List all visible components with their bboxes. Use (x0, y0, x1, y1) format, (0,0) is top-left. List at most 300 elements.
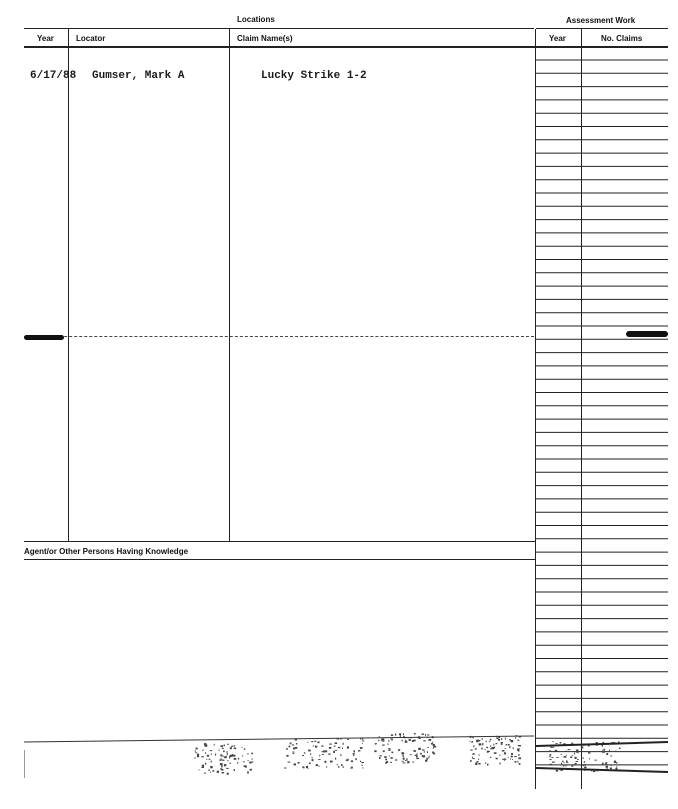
noise-speck (572, 765, 574, 767)
noise-speck (346, 760, 348, 761)
noise-speck (252, 758, 253, 759)
noise-speck (382, 738, 384, 740)
noise-speck (400, 735, 401, 737)
noise-speck (490, 749, 492, 750)
noise-speck (309, 763, 311, 765)
noise-speck (292, 752, 294, 753)
noise-speck (302, 755, 304, 756)
noise-speck (291, 742, 292, 743)
noise-speck (418, 748, 421, 750)
noise-speck (325, 750, 327, 752)
noise-speck (594, 760, 597, 761)
noise-speck (204, 743, 207, 745)
noise-speck (229, 763, 231, 764)
noise-speck (289, 746, 291, 748)
noise-speck (388, 749, 390, 751)
noise-speck (603, 749, 604, 750)
noise-speck (602, 745, 603, 747)
noise-speck (508, 757, 509, 758)
noise-speck (232, 754, 233, 756)
noise-speck (566, 761, 568, 763)
noise-speck (294, 747, 296, 749)
noise-speck (517, 740, 519, 741)
noise-speck (482, 743, 483, 745)
noise-speck (493, 744, 494, 746)
noise-speck (403, 762, 406, 763)
noise-speck (221, 769, 223, 770)
noise-speck (605, 763, 607, 765)
noise-speck (515, 737, 516, 739)
assessment-work-header: Assessment Work (566, 16, 636, 25)
noise-speck (584, 761, 585, 763)
noise-speck (517, 749, 519, 750)
noise-speck (413, 761, 414, 763)
noise-speck (307, 742, 308, 743)
noise-speck (496, 743, 498, 744)
fold-mark-right (626, 331, 668, 337)
noise-speck (415, 755, 418, 756)
noise-speck (551, 757, 553, 758)
noise-speck (425, 760, 427, 762)
noise-speck (241, 747, 242, 748)
noise-speck (334, 746, 336, 747)
noise-speck (473, 745, 474, 747)
noise-speck (353, 755, 354, 756)
noise-speck (402, 740, 403, 741)
noise-speck (494, 752, 497, 754)
noise-speck (358, 750, 360, 751)
noise-speck (561, 763, 562, 765)
noise-speck (577, 759, 579, 760)
noise-speck (251, 753, 253, 755)
noise-speck (293, 753, 295, 754)
locations-header: Locations (237, 15, 275, 24)
entry-locator: Gumser, Mark A (92, 70, 185, 82)
noise-speck (224, 756, 227, 758)
noise-speck (565, 765, 566, 767)
noise-speck (296, 743, 297, 745)
noise-speck (214, 744, 215, 746)
noise-speck (496, 738, 498, 739)
noise-speck (550, 747, 552, 748)
noise-speck (353, 753, 355, 754)
noise-speck (298, 762, 300, 764)
noise-speck (218, 750, 220, 751)
noise-speck (195, 752, 197, 753)
noise-speck (209, 759, 211, 760)
agent-section-header-rule (24, 559, 535, 560)
noise-speck (312, 759, 314, 761)
noise-speck (312, 757, 313, 759)
noise-speck (323, 750, 325, 752)
noise-speck (481, 748, 482, 750)
noise-speck (489, 741, 491, 742)
noise-speck (583, 757, 584, 759)
noise-speck (478, 763, 480, 765)
noise-speck (321, 746, 323, 747)
noise-speck (220, 745, 223, 747)
noise-speck (310, 753, 311, 755)
fold-mark-left (24, 335, 64, 340)
noise-speck (284, 767, 286, 768)
noise-speck (362, 743, 363, 744)
noise-speck (237, 762, 238, 763)
noise-speck (555, 750, 557, 752)
noise-speck (504, 752, 506, 754)
noise-speck (433, 753, 435, 755)
noise-speck (308, 750, 311, 752)
noise-speck (247, 753, 248, 754)
noise-speck (211, 754, 212, 755)
noise-speck (610, 768, 612, 770)
noise-speck (494, 747, 496, 749)
noise-speck (583, 764, 585, 766)
noise-speck (388, 748, 391, 749)
noise-speck (295, 747, 297, 749)
noise-speck (406, 758, 407, 760)
noise-speck (506, 744, 508, 745)
noise-speck (210, 772, 211, 773)
noise-speck (485, 763, 486, 764)
assessment-ruled-lines (535, 48, 668, 778)
noise-speck (426, 758, 428, 760)
noise-speck (205, 752, 206, 754)
locator-column-header: Locator (76, 34, 106, 43)
noise-speck (475, 763, 477, 765)
noise-speck (552, 762, 555, 763)
noise-speck (556, 757, 559, 758)
noise-speck (433, 747, 434, 749)
noise-speck (388, 740, 390, 741)
noise-speck (509, 746, 510, 748)
noise-speck (518, 754, 520, 755)
noise-speck (511, 740, 514, 742)
noise-speck (227, 760, 228, 761)
noise-speck (576, 752, 577, 754)
noise-speck (314, 741, 316, 742)
noise-speck (292, 744, 294, 745)
noise-speck (249, 762, 251, 764)
noise-speck (343, 766, 344, 768)
noise-speck (508, 744, 510, 746)
noise-speck (338, 766, 339, 768)
noise-speck (226, 768, 229, 769)
noise-speck (549, 754, 551, 756)
noise-speck (482, 738, 483, 740)
noise-speck (378, 740, 379, 742)
noise-speck (501, 743, 503, 745)
noise-speck (311, 741, 313, 742)
noise-speck (220, 754, 222, 756)
noise-speck (615, 751, 616, 752)
noise-speck (233, 745, 235, 746)
noise-speck (422, 749, 425, 750)
noise-speck (566, 755, 567, 756)
noise-speck (319, 755, 320, 757)
noise-speck (204, 773, 206, 774)
noise-speck (238, 758, 239, 760)
locator-claim-divider (229, 29, 230, 541)
noise-speck (391, 752, 393, 754)
noise-speck (360, 747, 363, 749)
noise-speck (304, 753, 305, 754)
noise-speck (486, 747, 488, 748)
noise-speck (199, 769, 200, 770)
noise-speck (248, 760, 249, 761)
noise-speck (565, 751, 566, 752)
noise-speck (341, 764, 343, 766)
noise-speck (210, 750, 212, 751)
top-rule-locations (24, 28, 534, 29)
noise-speck (362, 741, 365, 742)
noise-speck (202, 767, 205, 768)
noise-speck (616, 762, 617, 764)
noise-speck (562, 761, 563, 762)
noise-speck (362, 768, 363, 769)
noise-speck (505, 738, 506, 740)
noise-speck (405, 760, 408, 761)
noise-speck (286, 755, 288, 757)
noise-speck (362, 765, 363, 766)
noise-speck (302, 766, 304, 767)
noise-speck (389, 756, 390, 757)
noise-speck (589, 758, 590, 759)
noise-speck (490, 757, 492, 758)
noise-speck (616, 766, 617, 767)
noise-speck (488, 751, 490, 752)
noise-speck (333, 751, 335, 753)
noise-speck (602, 750, 603, 751)
noise-speck (501, 738, 502, 740)
noise-speck (316, 746, 318, 747)
entry-claim-names: Lucky Strike 1-2 (261, 70, 367, 82)
noise-speck (476, 740, 477, 741)
noise-speck (515, 761, 517, 763)
noise-speck (499, 755, 500, 756)
noise-speck (384, 756, 386, 758)
noise-speck (224, 764, 226, 766)
noise-speck (219, 760, 221, 761)
noise-speck (207, 755, 209, 757)
noise-speck (395, 759, 397, 760)
noise-speck (584, 767, 587, 768)
noise-speck (603, 751, 605, 753)
noise-speck (229, 756, 230, 758)
noise-speck (294, 763, 296, 765)
noise-speck (609, 750, 610, 752)
noise-speck (588, 751, 590, 753)
noise-speck (227, 744, 228, 745)
noise-speck (245, 766, 247, 768)
noise-speck (427, 734, 429, 735)
noise-speck (490, 739, 491, 741)
noise-speck (407, 761, 409, 763)
noise-speck (318, 741, 320, 743)
noise-speck (360, 761, 361, 762)
noise-speck (382, 741, 384, 742)
noise-speck (202, 765, 204, 767)
noise-speck (505, 748, 506, 749)
noise-speck (428, 757, 429, 759)
noise-speck (414, 733, 416, 734)
noise-speck (227, 753, 228, 755)
noise-speck (342, 748, 343, 750)
noise-speck (496, 758, 498, 760)
noise-speck (514, 756, 516, 757)
noise-speck (329, 747, 331, 749)
noise-speck (479, 743, 482, 745)
noise-speck (398, 749, 400, 751)
noise-speck (470, 760, 471, 762)
noise-speck (250, 769, 252, 771)
noise-speck (502, 759, 504, 760)
noise-speck (223, 751, 225, 753)
noise-speck (313, 746, 314, 747)
noise-speck (401, 752, 403, 754)
noise-speck (470, 750, 472, 751)
noise-speck (574, 752, 575, 754)
noise-speck (212, 770, 214, 771)
noise-speck (413, 750, 416, 752)
noise-speck (512, 759, 513, 760)
noise-speck (227, 773, 229, 775)
noise-speck (563, 765, 564, 767)
noise-speck (340, 754, 341, 756)
noise-speck (602, 763, 604, 765)
noise-speck (195, 750, 196, 751)
noise-speck (402, 761, 404, 762)
noise-speck (475, 748, 477, 749)
noise-speck (375, 743, 376, 745)
noise-speck (419, 738, 421, 739)
noise-speck (247, 771, 249, 773)
noise-speck (351, 767, 353, 769)
noise-speck (614, 761, 616, 763)
noise-speck (329, 744, 332, 745)
noise-speck (518, 745, 521, 746)
noise-speck (432, 742, 433, 743)
noise-speck (211, 761, 212, 763)
noise-speck (519, 763, 521, 765)
noise-speck (318, 759, 320, 760)
aw-no-claims-column-header: No. Claims (601, 34, 643, 43)
noise-speck (382, 745, 384, 746)
entry-year: 6/17/88 (30, 70, 77, 82)
noise-speck (206, 759, 207, 760)
noise-speck (570, 757, 572, 758)
noise-speck (427, 747, 429, 748)
noise-speck (575, 757, 577, 759)
noise-speck (231, 755, 232, 756)
noise-speck (584, 764, 585, 765)
noise-speck (353, 750, 355, 752)
noise-speck (243, 761, 245, 762)
noise-speck (513, 747, 514, 749)
noise-speck (564, 756, 567, 758)
noise-speck (501, 742, 503, 743)
noise-speck (326, 766, 327, 767)
agent-section-top-rule (24, 541, 535, 542)
noise-speck (511, 756, 513, 758)
noise-speck (511, 753, 513, 755)
noise-speck (361, 762, 364, 763)
noise-speck (383, 751, 384, 752)
noise-speck (387, 744, 388, 745)
scan-noise (24, 728, 668, 788)
noise-speck (386, 761, 388, 763)
noise-speck (469, 741, 470, 742)
noise-speck (399, 733, 401, 735)
noise-speck (221, 765, 223, 767)
noise-speck (471, 742, 474, 743)
year-locator-divider (68, 29, 69, 541)
noise-speck (576, 750, 579, 752)
noise-speck (252, 761, 254, 762)
noise-speck (205, 763, 206, 765)
noise-speck (410, 754, 412, 755)
noise-speck (290, 743, 291, 745)
noise-speck (434, 746, 437, 748)
agent-section-header: Agent/or Other Persons Having Knowledge (24, 547, 189, 556)
noise-speck (374, 750, 376, 752)
noise-speck (288, 762, 291, 763)
noise-speck (220, 763, 223, 765)
noise-speck (226, 751, 228, 752)
noise-speck (403, 758, 405, 760)
noise-speck (330, 761, 333, 763)
noise-speck (423, 755, 426, 757)
noise-speck (286, 748, 288, 749)
noise-speck (328, 754, 330, 755)
noise-speck (221, 760, 224, 761)
noise-speck (381, 740, 382, 741)
noise-speck (210, 766, 213, 768)
noise-speck (231, 746, 232, 747)
noise-speck (335, 742, 338, 744)
noise-speck (403, 733, 404, 735)
noise-speck (549, 756, 550, 757)
noise-speck (478, 759, 479, 761)
noise-speck (572, 755, 573, 756)
noise-speck (563, 762, 564, 763)
noise-speck (390, 762, 392, 763)
noise-speck (244, 748, 246, 749)
top-rule-assessment (536, 28, 668, 29)
noise-speck (490, 745, 491, 747)
noise-speck (431, 743, 433, 745)
noise-speck (217, 771, 219, 773)
noise-speck (224, 745, 225, 747)
noise-speck (405, 741, 408, 743)
noise-speck (318, 766, 319, 767)
noise-speck (575, 763, 577, 765)
noise-speck (425, 734, 426, 736)
noise-speck (578, 753, 579, 754)
noise-speck (403, 755, 404, 757)
noise-speck (379, 736, 380, 737)
noise-speck (477, 740, 480, 741)
noise-speck (610, 765, 611, 766)
noise-speck (385, 759, 387, 761)
noise-speck (606, 766, 608, 768)
noise-speck (338, 747, 340, 748)
noise-speck (196, 748, 198, 750)
noise-speck (322, 754, 324, 755)
noise-speck (390, 738, 393, 739)
noise-speck (567, 762, 568, 763)
noise-speck (472, 757, 473, 759)
noise-speck (487, 764, 489, 766)
